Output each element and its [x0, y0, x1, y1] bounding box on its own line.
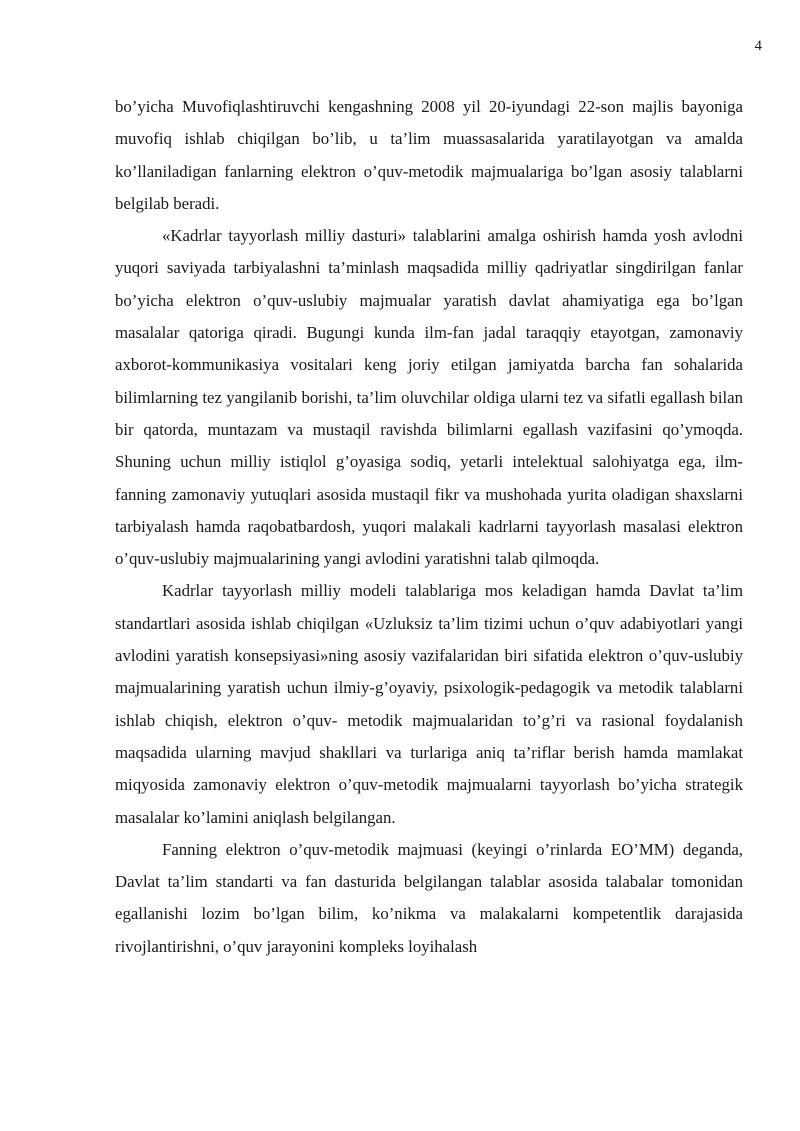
paragraph-continued: bo’yicha Muvofiqlashtiruvchi kengashning 2008 yil 20-iyundagi 22-son majlis bayoniga muvofiq ishlab chiqilgan bo’lib, u ta’lim muassasalarida yaratilayotgan va amalda ko’llaniladigan fanlarning elektron o’quv-metodik majmualariga bo’lgan asosiy talablarni belgilab beradi. — [115, 97, 743, 213]
paragraph: Kadrlar tayyorlash milliy modeli talablariga mos keladigan hamda Davlat ta’lim standartlari asosida ishlab chiqilgan «Uzluksiz ta’lim tizimi uchun o’quv adabiyotlari yangi avlodini yaratish konsepsiyasi»ning asosiy vazifalaridan biri sifatida elektron o’quv-uslubiy majmualarining yaratish uchun ilmiy-g’oyaviy, psixologik-pedagogik va metodik talablarni ishlab chiqish, elektron o’quv- metodik majmualaridan to’g’ri va rasional foydalanish maqsadida ularning mavjud shakllari va turlariga aniq ta’riflar berish hamda mamlakat miqyosida zamonaviy elektron o’quv-metodik majmualarni tayyorlash bo’yicha strategik masalalar ko’lamini aniqlash belgilangan. — [115, 581, 743, 827]
paragraph: «Kadrlar tayyorlash milliy dasturi» talablarini amalga oshirish hamda yosh avlodni yuqori saviyada tarbiyalashni ta’minlash maqsadida milliy qadriyatlar singdirilgan fanlar bo’yicha elektron o’quv-uslubiy majmualar yaratish davlat ahamiyatiga ega bo’lgan masalalar qatoriga qiradi. Bugungi kunda ilm-fan jadal taraqqiy etayotgan, zamonaviy axborot-kommunikasiya vositalari keng joriy etilgan jamiyatda barcha fan sohalarida bilimlarning tez yangilanib borishi, ta’lim oluvchilar oldiga ularni tez va sifatli egallash bilan bir qatorda, muntazam va mustaqil ravishda bilimlarni egallash vazifasini qo’ymoqda. Shuning uchun milliy istiqlol g’oyasiga sodiq, yetarli intelektual salohiyatga ega, ilm-fanning zamonaviy yutuqlari asosida mustaqil fikr va mushohada yurita oladigan shaxslarni tarbiyalash hamda raqobatbardosh, yuqori malakali kadrlarni tayyorlash masalasi elektron o’quv-uslubiy majmualarining yangi avlodini yaratishni talab qilmoqda. — [115, 226, 743, 569]
document-body — [115, 91, 743, 963]
page-number: 4 — [754, 38, 762, 54]
paragraph: Fanning elektron o’quv-metodik majmuasi (keyingi o’rinlarda EO’MM) deganda, Davlat ta’lim standarti va fan dasturida belgilangan talablar asosida talabalar tomonidan egallanishi lozim bo’lgan bilim, ko’nikma va malakalarni kompetentlik darajasida rivojlantirishni, o’quv jarayonini kompleks loyihalash — [115, 839, 743, 956]
